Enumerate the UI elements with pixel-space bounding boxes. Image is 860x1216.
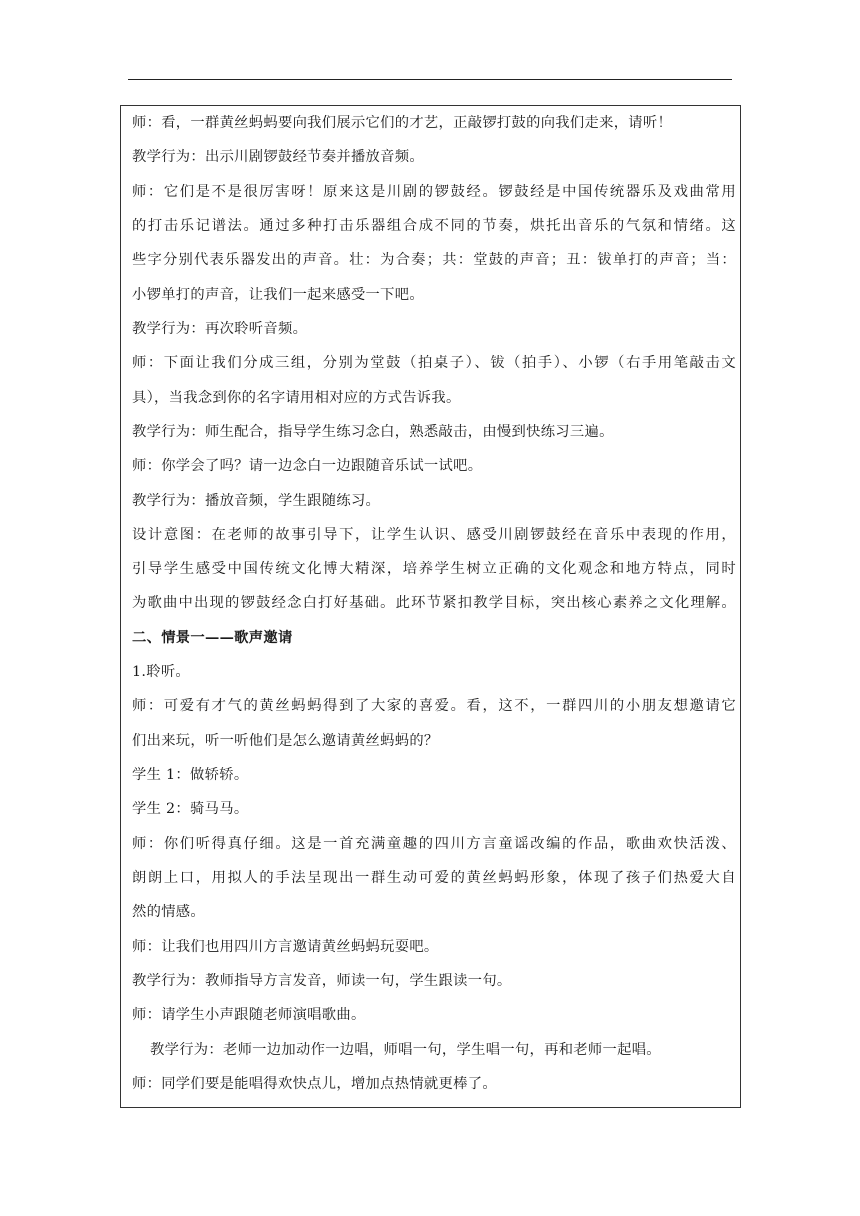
paragraph-line: 师：同学们要是能唱得欢快点儿，增加点热情就更棒了。 xyxy=(132,1076,497,1092)
paragraph-line: 师：下面让我们分成三组，分别为堂鼓（拍桌子）、钹（拍手）、小锣（右手用笔敲击文 xyxy=(132,355,736,371)
paragraph-line: 师：看，一群黄丝蚂蚂要向我们展示它们的才艺，正敲锣打鼓的向我们走来，请听！ xyxy=(132,115,673,131)
header-rule xyxy=(128,79,732,80)
paragraph-line: 学生 2：骑马马。 xyxy=(132,801,249,817)
paragraph-line: 朗朗上口，用拟人的手法呈现出一群生动可爱的黄丝蚂蚂形象，体现了孩子们热爱大自 xyxy=(132,870,736,886)
paragraph-line: 具），当我念到你的名字请用相对应的方式告诉我。 xyxy=(132,390,461,406)
paragraph-line: 教学行为：再次聆听音频。 xyxy=(132,321,308,337)
paragraph-line: 教学行为：师生配合，指导学生练习念白，熟悉敲击，由慢到快练习三遍。 xyxy=(132,424,614,440)
paragraph-line: 些字分别代表乐器发出的声音。壮：为合奏；共：堂鼓的声音；丑：钹单打的声音；当： xyxy=(132,252,736,268)
paragraph-line: 师：可爱有才气的黄丝蚂蚂得到了大家的喜爱。看，这不，一群四川的小朋友想邀请它 xyxy=(132,698,736,714)
paragraph-line: 引导学生感受中国传统文化博大精深，培养学生树立正确的文化观念和地方特点，同时 xyxy=(132,561,736,577)
paragraph-line: 设计意图：在老师的故事引导下，让学生认识、感受川剧锣鼓经在音乐中表现的作用， xyxy=(132,527,736,543)
paragraph-line: 师：让我们也用四川方言邀请黄丝蚂蚂玩耍吧。 xyxy=(132,939,439,955)
paragraph-line: 1.聆听。 xyxy=(132,664,191,680)
paragraph-line: 学生 1：做轿轿。 xyxy=(132,767,249,783)
paragraph-line: 为歌曲中出现的锣鼓经念白打好基础。此环节紧扣教学目标，突出核心素养之文化理解。 xyxy=(132,595,736,611)
paragraph-line: 师：它们是不是很厉害呀！原来这是川剧的锣鼓经。锣鼓经是中国传统器乐及戏曲常用 xyxy=(132,184,736,200)
paragraph-line: 师：你们听得真仔细。这是一首充满童趣的四川方言童谣改编的作品，歌曲欢快活泼、 xyxy=(132,836,736,852)
paragraph-line: 师：你学会了吗？请一边念白一边跟随音乐试一试吧。 xyxy=(132,458,483,474)
paragraph-line: 小锣单打的声音，让我们一起来感受一下吧。 xyxy=(132,287,424,303)
paragraph-line: 教学行为：教师指导方言发音，师读一句，学生跟读一句。 xyxy=(132,973,512,989)
paragraph-line: 教学行为：出示川剧锣鼓经节奏并播放音频。 xyxy=(132,149,424,165)
paragraph-line: 师：请学生小声跟随老师演唱歌曲。 xyxy=(132,1007,366,1023)
paragraph-line: 教学行为：播放音频，学生跟随练习。 xyxy=(132,493,381,509)
paragraph-line: 然的情感。 xyxy=(132,904,205,920)
paragraph-line: 教学行为：老师一边加动作一边唱，师唱一句，学生唱一句，再和老师一起唱。 xyxy=(150,1042,661,1058)
section-heading: 二、情景一——歌声邀请 xyxy=(132,630,293,646)
paragraph-line: 们出来玩，听一听他们是怎么邀请黄丝蚂蚂的？ xyxy=(132,733,439,749)
paragraph-line: 的打击乐记谱法。通过多种打击乐器组合成不同的节奏，烘托出音乐的气氛和情绪。这 xyxy=(132,218,736,234)
